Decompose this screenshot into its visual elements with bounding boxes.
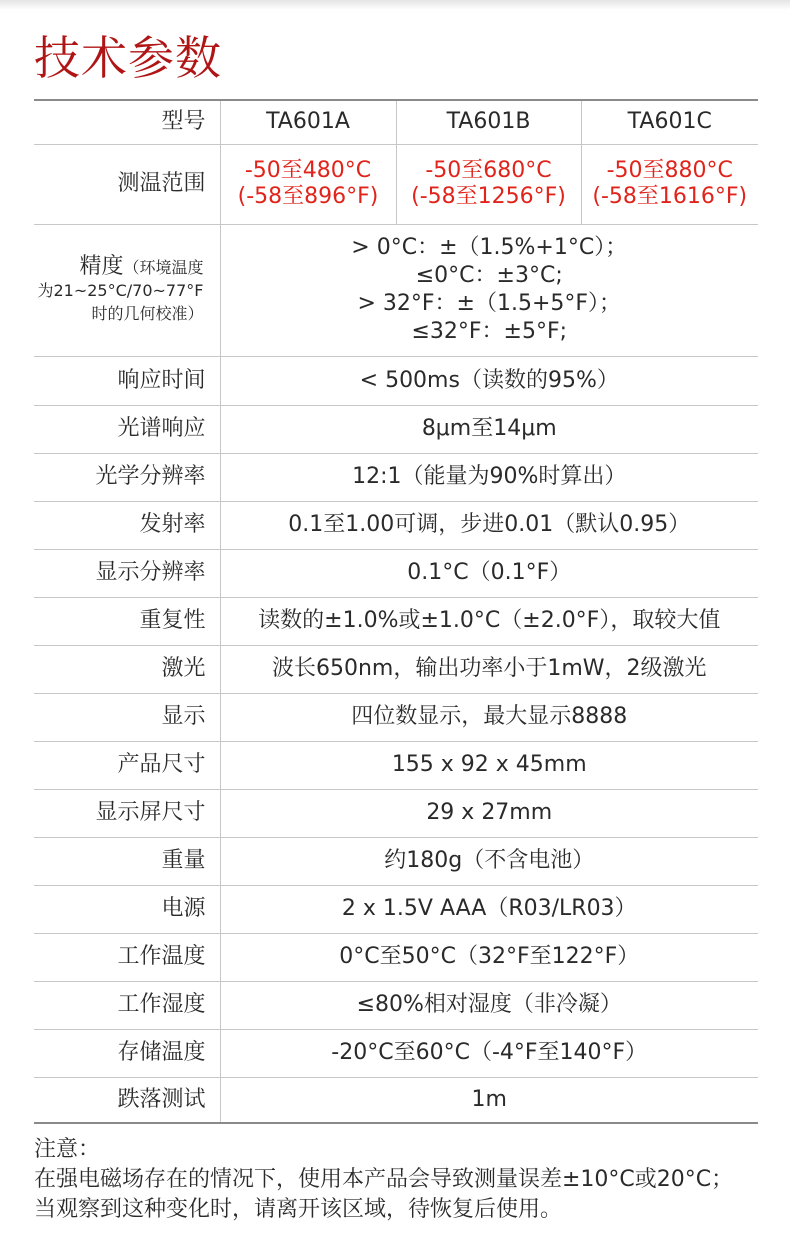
table-row [34, 981, 758, 1029]
model-label: 型号 [34, 100, 220, 144]
range-b-c: -50至680°C [425, 158, 552, 183]
model-a: TA601A [220, 100, 396, 144]
accuracy-line: ≤32°F：±5°F; [411, 319, 568, 344]
accuracy-values [220, 224, 758, 356]
table-row [34, 741, 758, 789]
row-label: 存储温度 [34, 1029, 220, 1077]
notes [34, 1135, 790, 1225]
row-value: 读数的±1.0%或±1.0°C（±2.0°F），取较大值 [220, 597, 758, 645]
row-label: 重复性 [34, 597, 220, 645]
accuracy-line: > 32°F：±（1.5+5°F）； [357, 291, 622, 316]
accuracy-note-3: 时的几何校准） [91, 304, 204, 323]
range-a-f: (-58至896°F) [237, 184, 379, 209]
row-value: 波长650nm，输出功率小于1mW，2级激光 [220, 645, 758, 693]
accuracy-note-1: （环境温度 [123, 258, 204, 277]
range-row [34, 144, 758, 224]
row-value: 0°C至50°C（32°F至122°F） [220, 933, 758, 981]
row-value: 1m [220, 1077, 758, 1123]
row-label: 工作湿度 [34, 981, 220, 1029]
accuracy-line: > 0°C：±（1.5%+1°C）； [351, 235, 628, 260]
table-row [34, 356, 758, 405]
page-title: 技术参数 [34, 31, 222, 85]
model-b: TA601B [396, 100, 581, 144]
row-value: 29 x 27mm [220, 789, 758, 837]
table-row [34, 501, 758, 549]
row-value: ≤80%相对湿度（非冷凝） [220, 981, 758, 1029]
model-c: TA601C [581, 100, 758, 144]
range-a-c: -50至480°C [244, 158, 372, 183]
accuracy-line: ≤0°C：±3°C; [415, 263, 563, 288]
range-label: 测温范围 [34, 144, 220, 224]
row-value: 155 x 92 x 45mm [220, 741, 758, 789]
notes-heading: 注意： [34, 1137, 101, 1162]
row-label: 重量 [34, 837, 220, 885]
row-label: 显示屏尺寸 [34, 789, 220, 837]
row-label: 电源 [34, 885, 220, 933]
row-value: 12:1（能量为90%时算出） [220, 453, 758, 501]
accuracy-row [34, 224, 758, 356]
range-c [581, 144, 758, 224]
row-label: 响应时间 [34, 356, 220, 405]
row-label: 光学分辨率 [34, 453, 220, 501]
table-row [34, 549, 758, 597]
row-label: 发射率 [34, 501, 220, 549]
notes-line-1: 在强电磁场存在的情况下，使用本产品会导致测量误差±10°C或20°C； [34, 1167, 734, 1192]
accuracy-label-line1 [34, 255, 204, 279]
table-row [34, 1077, 758, 1123]
row-value: < 500ms（读数的95%） [220, 356, 758, 405]
row-label: 光谱响应 [34, 405, 220, 453]
range-b [396, 144, 581, 224]
table-row [34, 933, 758, 981]
table-row [34, 645, 758, 693]
table-row [34, 453, 758, 501]
row-label: 跌落测试 [34, 1077, 220, 1123]
range-c-f: (-58至1616°F) [592, 184, 748, 209]
row-label: 显示 [34, 693, 220, 741]
range-c-c: -50至880°C [606, 158, 733, 183]
model-row [34, 100, 758, 144]
range-a [220, 144, 396, 224]
row-label: 产品尺寸 [34, 741, 220, 789]
row-label: 激光 [34, 645, 220, 693]
table-row [34, 597, 758, 645]
table-row [34, 1029, 758, 1077]
table-row [34, 789, 758, 837]
row-value: 约180g（不含电池） [220, 837, 758, 885]
accuracy-label: 精度 [79, 254, 124, 279]
row-value: 四位数显示，最大显示8888 [220, 693, 758, 741]
row-value: -20°C至60°C（-4°F至140°F） [220, 1029, 758, 1077]
accuracy-note-2: 为21~25°C/70~77°F [37, 281, 204, 300]
notes-line-2: 当观察到这种变化时，请离开该区域，待恢复后使用。 [34, 1197, 563, 1222]
spec-table [34, 99, 758, 1124]
top-shadow [0, 0, 790, 10]
range-b-f: (-58至1256°F) [411, 184, 566, 209]
row-value: 0.1°C（0.1°F） [220, 549, 758, 597]
table-row [34, 405, 758, 453]
table-row [34, 693, 758, 741]
row-label: 工作温度 [34, 933, 220, 981]
table-row [34, 837, 758, 885]
row-value: 0.1至1.00可调，步进0.01（默认0.95） [220, 501, 758, 549]
row-value: 8μm至14μm [220, 405, 758, 453]
row-value: 2 x 1.5V AAA（R03/LR03） [220, 885, 758, 933]
table-row [34, 885, 758, 933]
accuracy-label-cell [34, 224, 220, 356]
row-label: 显示分辨率 [34, 549, 220, 597]
